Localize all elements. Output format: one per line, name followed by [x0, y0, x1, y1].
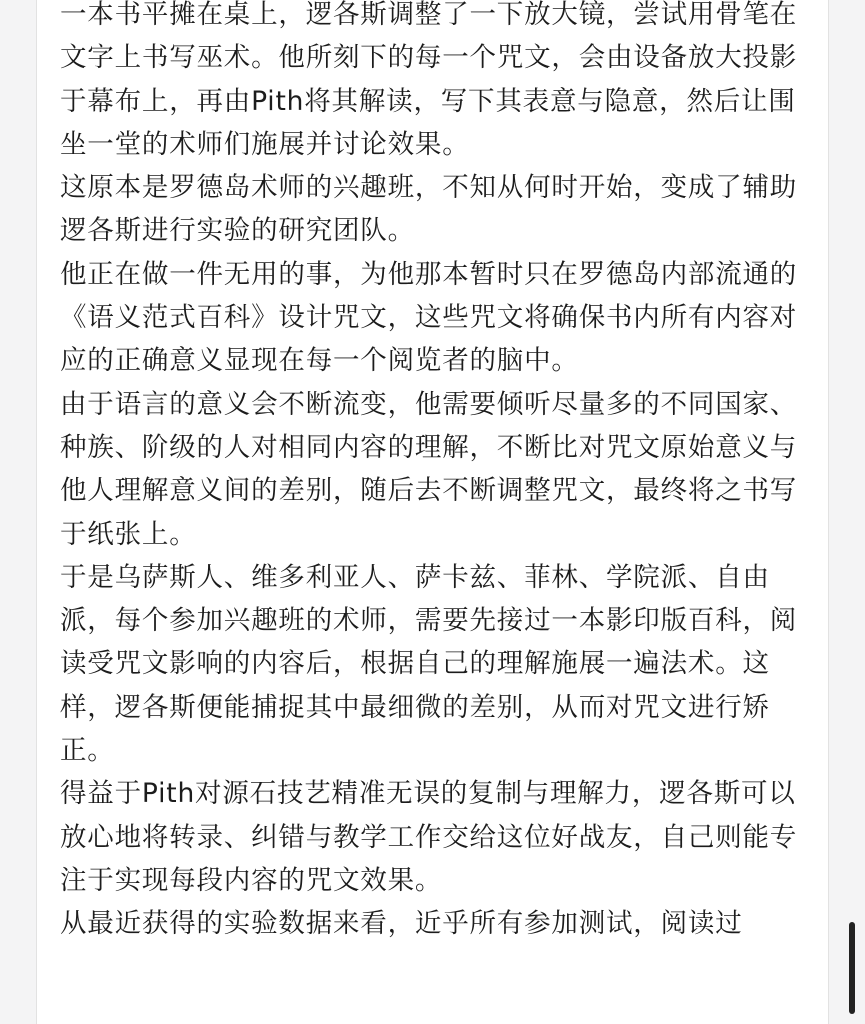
- paragraph: 一本书平摊在桌上，逻各斯调整了一下放大镜，尝试用骨笔在文字上书写巫术。他所刻下的每一个咒文，会由设备放大投影于幕布上，再由Pith将其解读，写下其表意与隐意，然后让围坐一堂的术师们施展并讨论效果。: [60, 0, 798, 160]
- paragraph: 得益于Pith对源石技艺精准无误的复制与理解力，逻各斯可以放心地将转录、纠错与教学工作交给这位好战友，自己则能专注于实现每段内容的咒文效果。: [60, 778, 798, 896]
- article-body[interactable]: [37, 0, 828, 946]
- paragraph: 这原本是罗德岛术师的兴趣班，不知从何时开始，变成了辅助逻各斯进行实验的研究团队。: [60, 172, 798, 247]
- paragraph: 由于语言的意义会不断流变，他需要倾听尽量多的不同国家、种族、阶级的人对相同内容的理解，不断比对咒文原始意义与他人理解意义间的差别，随后去不断调整咒文，最终将之书写于纸张上。: [60, 388, 798, 550]
- reading-page: [36, 0, 829, 1024]
- scrollbar-thumb[interactable]: [849, 922, 855, 1014]
- paragraph: 从最近获得的实验数据来看，近乎所有参加测试，阅读过: [60, 908, 743, 940]
- paragraph: 他正在做一件无用的事，为他那本暂时只在罗德岛内部流通的《语义范式百科》设计咒文，这些咒文将确保书内所有内容对应的正确意义显现在每一个阅览者的脑中。: [60, 258, 798, 377]
- paragraph: 于是乌萨斯人、维多利亚人、萨卡兹、菲林、学院派、自由派，每个参加兴趣班的术师，需要先接过一本影印版百科，阅读受咒文影响的内容后，根据自己的理解施展一遍法术。这样，逻各斯便能捕捉其中最细微的差别，从而对咒文进行矫正。: [60, 561, 798, 767]
